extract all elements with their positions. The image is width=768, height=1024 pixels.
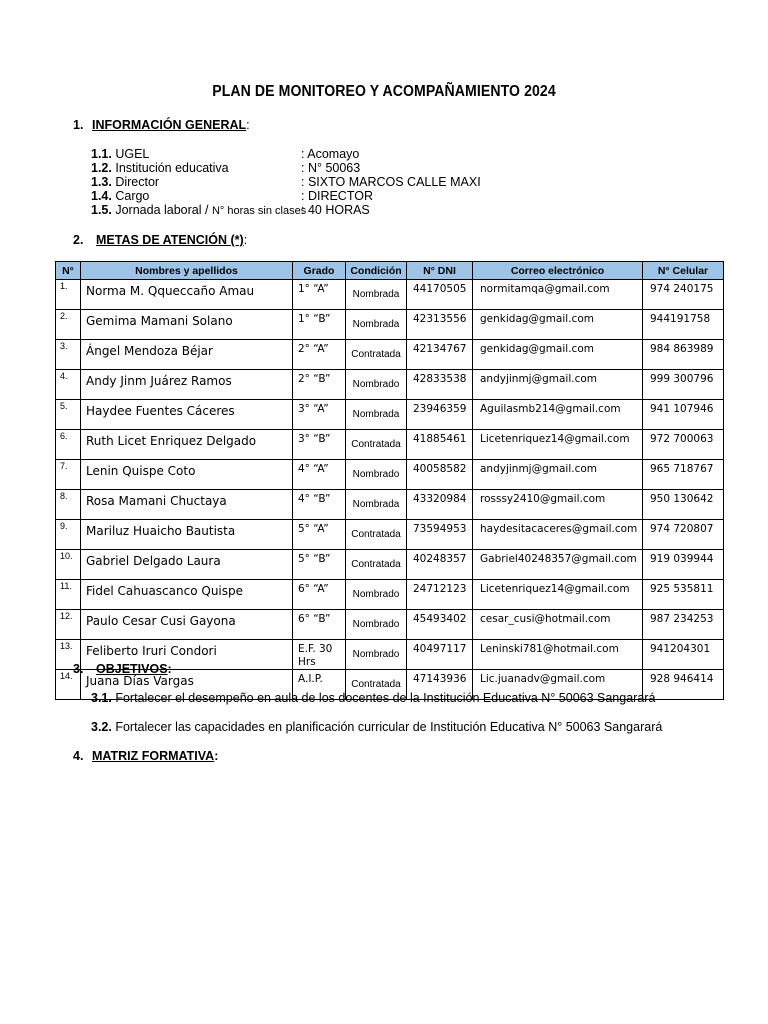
condition-text: Nombrado [352, 649, 400, 660]
cell-dni: 42134767 [407, 340, 473, 370]
condition-text: Nombrada [352, 319, 400, 330]
condition-text: Contratada [351, 529, 401, 540]
cell-row-number: 6. [56, 430, 81, 460]
info-label: Institución educativa [115, 161, 229, 175]
table-row [56, 310, 724, 340]
cell-row-number: 2. [56, 310, 81, 340]
cell-phone: 941204301 [643, 640, 724, 670]
cell-phone: 925 535811 [643, 580, 724, 610]
cell-condition [346, 430, 407, 460]
cell-condition [346, 370, 407, 400]
header-grade: Grado [293, 262, 346, 280]
condition-text: Nombrado [352, 619, 400, 630]
cell-dni: 43320984 [407, 490, 473, 520]
cell-row-number: 11. [56, 580, 81, 610]
cell-phone: 974 720807 [643, 520, 724, 550]
info-label: Jornada laboral / [115, 203, 212, 217]
cell-phone: 965 718767 [643, 460, 724, 490]
info-value-institution: : N° 50063 [301, 161, 361, 175]
cell-teacher-name: Lenin Quispe Coto [81, 460, 293, 490]
cell-dni: 47143936 [407, 670, 473, 700]
cell-condition [346, 610, 407, 640]
header-email: Correo electrónico [473, 262, 643, 280]
info-label: Cargo [115, 189, 150, 203]
info-row-jornada [91, 203, 306, 218]
condition-text: Nombrada [352, 499, 400, 510]
cell-dni: 42313556 [407, 310, 473, 340]
objective-number: 3.2. [91, 720, 112, 734]
cell-teacher-name: Juana Días Vargas [81, 670, 293, 700]
cell-grade: 5° “A” [293, 520, 346, 550]
cell-teacher-name: Ángel Mendoza Béjar [81, 340, 293, 370]
cell-grade: 3° “B” [293, 430, 346, 460]
header-number: N° [56, 262, 81, 280]
cell-email: Licetenriquez14@gmail.com [473, 430, 643, 460]
cell-email: andyjinmj@gmail.com [473, 460, 643, 490]
cell-phone: 941 107946 [643, 400, 724, 430]
table-row [56, 400, 724, 430]
cell-grade: 1° “A” [293, 280, 346, 310]
cell-email: genkidag@gmail.com [473, 340, 643, 370]
cell-dni: 24712123 [407, 580, 473, 610]
header-dni: N° DNI [407, 262, 473, 280]
table-row [56, 460, 724, 490]
cell-phone: 950 130642 [643, 490, 724, 520]
cell-grade: 1° “B” [293, 310, 346, 340]
section-label: OBJETIVOS [96, 662, 168, 676]
table-row [56, 280, 724, 310]
objective-1 [91, 691, 655, 705]
cell-row-number: 9. [56, 520, 81, 550]
metas-table [55, 261, 724, 700]
table-row [56, 610, 724, 640]
cell-condition [346, 490, 407, 520]
cell-row-number: 5. [56, 400, 81, 430]
cell-phone: 987 234253 [643, 610, 724, 640]
cell-email: Gabriel40248357@gmail.com [473, 550, 643, 580]
table-row [56, 370, 724, 400]
cell-phone: 974 240175 [643, 280, 724, 310]
cell-condition [346, 340, 407, 370]
cell-teacher-name: Andy Jinm Juárez Ramos [81, 370, 293, 400]
cell-grade: 2° “A” [293, 340, 346, 370]
section-label: INFORMACIÓN GENERAL [92, 118, 247, 132]
objective-text: Fortalecer el desempeño en aula de los docentes de la Institución Educativa N° 50063 Sangarará [111, 691, 656, 705]
cell-dni: 42833538 [407, 370, 473, 400]
info-value-cargo: : DIRECTOR [301, 189, 373, 203]
info-row-cargo [91, 189, 149, 203]
cell-row-number: 10. [56, 550, 81, 580]
cell-row-number: 1. [56, 280, 81, 310]
cell-condition [346, 580, 407, 610]
cell-teacher-name: Haydee Fuentes Cáceres [81, 400, 293, 430]
section-number: 1. [73, 118, 84, 132]
condition-text: Nombrada [352, 289, 400, 300]
info-label: Director [115, 175, 160, 189]
cell-phone: 984 863989 [643, 340, 724, 370]
cell-grade: 3° “A” [293, 400, 346, 430]
cell-phone: 919 039944 [643, 550, 724, 580]
cell-phone: 999 300796 [643, 370, 724, 400]
info-number: 1.3. [91, 175, 112, 189]
cell-dni: 73594953 [407, 520, 473, 550]
section-heading-objectives [73, 662, 172, 676]
table-row [56, 340, 724, 370]
cell-dni: 23946359 [407, 400, 473, 430]
condition-text: Nombrado [352, 379, 400, 390]
header-phone: N° Celular [643, 262, 724, 280]
cell-dni: 41885461 [407, 430, 473, 460]
section-label: MATRIZ FORMATIVA [92, 749, 215, 763]
cell-row-number: 12. [56, 610, 81, 640]
cell-row-number: 4. [56, 370, 81, 400]
cell-email: normitamqa@gmail.com [473, 280, 643, 310]
cell-row-number: 3. [56, 340, 81, 370]
info-row-ugel [91, 147, 149, 161]
cell-grade: 2° “B” [293, 370, 346, 400]
condition-text: Contratada [351, 349, 401, 360]
condition-text: Nombrado [352, 589, 400, 600]
section-number: 2. [73, 233, 84, 247]
objective-text: Fortalecer las capacidades en planificación curricular de Institución Educativa N° 50063 Sangarará [111, 720, 663, 734]
cell-teacher-name: Feliberto Iruri Condori [81, 640, 293, 670]
info-value-jornada: : 40 HORAS [301, 203, 370, 217]
cell-dni: 40497117 [407, 640, 473, 670]
cell-grade: E.F. 30 Hrs [293, 640, 346, 670]
cell-dni: 40248357 [407, 550, 473, 580]
section-suffix: : [243, 233, 248, 247]
cell-condition [346, 400, 407, 430]
cell-teacher-name: Mariluz Huaicho Bautista [81, 520, 293, 550]
table-row [56, 580, 724, 610]
info-number: 1.5. [91, 203, 112, 217]
cell-email: Aguilasmb214@gmail.com [473, 400, 643, 430]
cell-teacher-name: Gabriel Delgado Laura [81, 550, 293, 580]
cell-grade: A.I.P. [293, 670, 346, 700]
table-row [56, 430, 724, 460]
cell-row-number: 8. [56, 490, 81, 520]
section-number: 3. [73, 662, 84, 676]
cell-email: Leninski781@hotmail.com [473, 640, 643, 670]
cell-teacher-name: Gemima Mamani Solano [81, 310, 293, 340]
cell-grade: 6° “B” [293, 610, 346, 640]
table-row [56, 520, 724, 550]
cell-condition [346, 310, 407, 340]
table-header-row [56, 262, 724, 280]
condition-text: Contratada [351, 439, 401, 450]
objective-2 [91, 720, 662, 734]
cell-dni: 40058582 [407, 460, 473, 490]
cell-dni: 44170505 [407, 280, 473, 310]
cell-row-number: 7. [56, 460, 81, 490]
header-name: Nombres y apellidos [81, 262, 293, 280]
cell-condition [346, 550, 407, 580]
section-heading-general-info [73, 118, 250, 132]
table-row [56, 550, 724, 580]
cell-grade: 4° “B” [293, 490, 346, 520]
cell-dni: 45493402 [407, 610, 473, 640]
cell-row-number: 13. [56, 640, 81, 670]
cell-email: haydesitacaceres@gmail.com [473, 520, 643, 550]
cell-grade: 4° “A” [293, 460, 346, 490]
condition-text: Contratada [351, 679, 401, 690]
objective-number: 3.1. [91, 691, 112, 705]
section-number: 4. [73, 749, 84, 763]
cell-phone: 972 700063 [643, 430, 724, 460]
cell-email: andyjinmj@gmail.com [473, 370, 643, 400]
info-label-small: N° horas sin clases [211, 205, 307, 217]
info-number: 1.2. [91, 161, 112, 175]
info-number: 1.4. [91, 189, 112, 203]
section-suffix: : [167, 662, 172, 676]
section-heading-matriz [73, 749, 218, 763]
info-value-director: : SIXTO MARCOS CALLE MAXI [301, 175, 481, 189]
condition-text: Contratada [351, 559, 401, 570]
info-value-ugel: : Acomayo [301, 147, 360, 161]
section-label: METAS DE ATENCIÓN (*) [96, 233, 244, 247]
cell-grade: 6° “A” [293, 580, 346, 610]
cell-phone: 928 946414 [643, 670, 724, 700]
section-suffix: : [246, 118, 250, 132]
cell-email: Lic.juanadv@gmail.com [473, 670, 643, 700]
section-heading-metas [73, 233, 247, 247]
info-number: 1.1. [91, 147, 112, 161]
info-row-institution [91, 161, 229, 175]
cell-teacher-name: Ruth Licet Enriquez Delgado [81, 430, 293, 460]
cell-email: rosssy2410@gmail.com [473, 490, 643, 520]
cell-teacher-name: Norma M. Qqueccaño Amau [81, 280, 293, 310]
info-row-director [91, 175, 159, 189]
cell-condition [346, 520, 407, 550]
cell-condition [346, 280, 407, 310]
cell-teacher-name: Rosa Mamani Chuctaya [81, 490, 293, 520]
cell-email: genkidag@gmail.com [473, 310, 643, 340]
cell-condition [346, 460, 407, 490]
header-condition: Condición [346, 262, 407, 280]
cell-grade: 5° “B” [293, 550, 346, 580]
cell-email: Licetenriquez14@gmail.com [473, 580, 643, 610]
condition-text: Nombrado [352, 469, 400, 480]
document-title: PLAN DE MONITOREO Y ACOMPAÑAMIENTO 2024 [212, 83, 556, 100]
cell-phone: 944191758 [643, 310, 724, 340]
cell-row-number: 14. [56, 670, 81, 700]
table-row [56, 490, 724, 520]
cell-teacher-name: Paulo Cesar Cusi Gayona [81, 610, 293, 640]
cell-condition [346, 640, 407, 670]
condition-text: Nombrada [352, 409, 400, 420]
info-label: UGEL [115, 147, 150, 161]
cell-email: cesar_cusi@hotmail.com [473, 610, 643, 640]
cell-teacher-name: Fidel Cahuascanco Quispe [81, 580, 293, 610]
section-suffix: : [214, 749, 219, 763]
